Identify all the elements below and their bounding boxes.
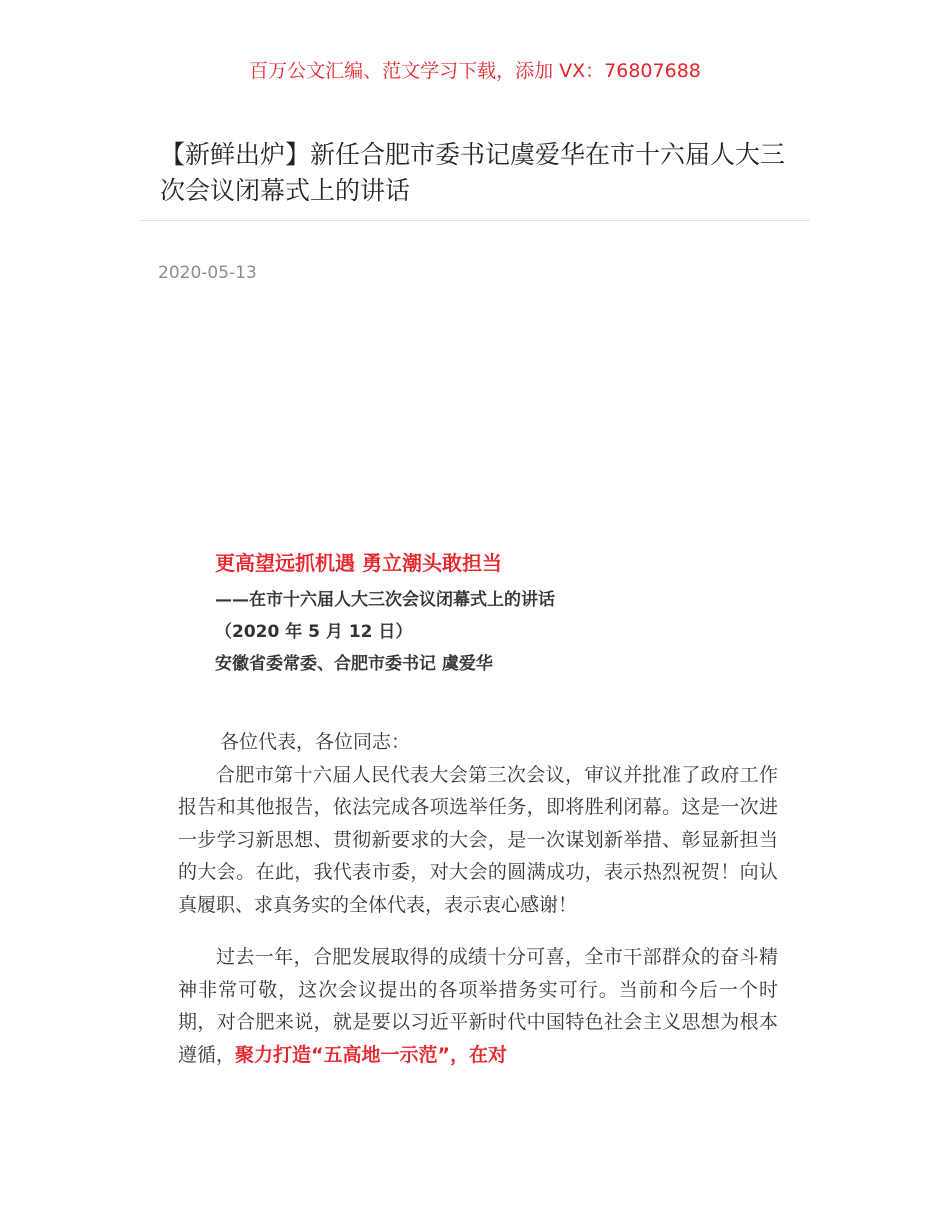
speech-speaker: 安徽省委常委、合肥市委书记 虞爱华 bbox=[215, 654, 493, 674]
download-banner: 百万公文汇编、范文学习下载，添加 VX：76807688 bbox=[249, 60, 701, 82]
paragraph-1: 合肥市第十六届人民代表大会第三次会议，审议并批准了政府工作报告和其他报告，依法完成各项选举任务，即将胜利闭幕。这是一次进一步学习新思想、贯彻新要求的大会，是一次谋划新举措、彰显新担当的大会。在此，我代表市委，对大会的圆满成功，表示热烈祝贺！向认真履职、求真务实的全体代表，表示衷心感谢！ bbox=[178, 763, 778, 916]
speech-header bbox=[215, 549, 815, 680]
paragraph-2 bbox=[178, 941, 778, 1071]
article-title: 【新鲜出炉】新任合肥市委书记虞爱华在市十六届人大三次会议闭幕式上的讲话 bbox=[160, 140, 786, 205]
paragraph-2-highlight: 聚力打造“五高地一示范”，在对 bbox=[235, 1043, 507, 1066]
publish-date: 2020-05-13 bbox=[158, 263, 257, 283]
speech-body bbox=[178, 726, 778, 1090]
speech-subtitle: ——在市十六届人大三次会议闭幕式上的讲话 bbox=[215, 590, 555, 610]
speech-date: （2020 年 5 月 12 日） bbox=[215, 622, 413, 642]
greeting: 各位代表，各位同志： bbox=[220, 731, 411, 753]
title-divider bbox=[140, 220, 810, 221]
speech-main-title: 更高望远抓机遇 勇立潮头敢担当 bbox=[215, 551, 502, 575]
paragraph-2-text: 过去一年，合肥发展取得的成绩十分可喜，全市干部群众的奋斗精神非常可敬，这次会议提出的各项举措务实可行。当前和今后一个时期，对合肥来说，就是要以习近平新时代中国特色社会主义思想为根本遵循， bbox=[178, 946, 778, 1066]
